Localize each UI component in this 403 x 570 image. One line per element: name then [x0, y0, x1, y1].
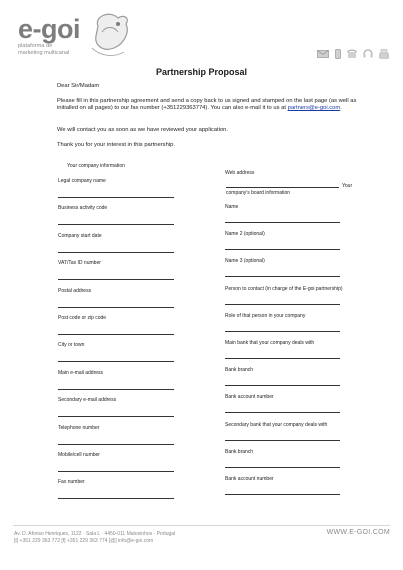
tagline-line-2: marketing multicanal — [18, 50, 70, 56]
right-field-input[interactable] — [225, 440, 340, 441]
logo-tagline — [18, 43, 98, 57]
footer-divider — [13, 525, 390, 526]
right-field-input[interactable] — [225, 304, 340, 305]
intro-text: Please fill in this partnership agreement and send a copy back to us signed and stamped on the last page (as well as initialled on all pages) to our fax number (+351229363774). You can also e-mail it to us at — [57, 98, 357, 112]
right-field-input[interactable] — [225, 276, 340, 277]
left-field-input[interactable] — [58, 279, 174, 280]
left-field-input[interactable] — [58, 361, 174, 362]
footer-website-link[interactable]: WWW.E-GOI.COM — [326, 529, 390, 536]
left-field-label: Legal company name — [58, 178, 106, 184]
right-field-label: Bank account number — [225, 394, 274, 401]
right-field-input[interactable] — [225, 467, 340, 468]
left-field-input[interactable] — [58, 307, 174, 308]
intro-end: . — [340, 105, 342, 112]
right-field-input[interactable] — [225, 249, 340, 250]
left-field-label: Fax number — [58, 479, 85, 486]
left-field-input[interactable] — [58, 444, 174, 445]
left-column-heading: Your company information — [67, 163, 125, 169]
right-field-label: Role of that person in your company — [225, 312, 306, 319]
left-field-label: Company start date — [58, 232, 102, 239]
left-field-label: Postal address — [58, 287, 92, 294]
headset-icon — [363, 49, 373, 61]
partners-email-link[interactable]: partners@e-goi.com — [287, 105, 341, 112]
left-field-input[interactable] — [58, 252, 174, 253]
right-field-label: Bank branch — [225, 367, 254, 374]
left-field-input[interactable] — [58, 389, 174, 390]
footer-address-block — [14, 531, 175, 545]
tagline-line-1: plataforma de — [18, 43, 53, 49]
right-field-label: Name — [225, 204, 239, 210]
left-field-label: Telephone number — [58, 424, 100, 431]
fax-icon — [379, 49, 389, 61]
thanks-paragraph: Thank you for your interest in this partnership. — [57, 142, 175, 148]
right-field-input[interactable] — [225, 494, 340, 495]
left-field-input[interactable] — [58, 471, 174, 472]
web-address-label: Web address — [225, 170, 255, 176]
footer-contacts: [t] +351 229 363 772 [f] +351 229 363 774 [@] info@e-goi.com — [14, 538, 154, 544]
right-field-input[interactable] — [225, 331, 340, 332]
mobile-icon — [335, 49, 341, 61]
left-field-label: Mobile/cell number — [58, 452, 100, 458]
review-paragraph: We will contact you as soon as we have reviewed your application. — [57, 127, 228, 133]
left-field-label: Secondary e-mail address — [58, 397, 117, 404]
web-address-field[interactable] — [226, 187, 339, 188]
right-field-input[interactable] — [225, 358, 340, 359]
left-field-label: Business activity code — [58, 205, 108, 212]
left-field-label: Post code or zip code — [58, 315, 107, 321]
left-field-label: VAT/Tax ID number — [58, 260, 101, 267]
right-field-label: Secondary bank that your company deals with — [225, 421, 328, 428]
page-title: Partnership Proposal — [155, 67, 248, 77]
left-field-input[interactable] — [58, 498, 174, 499]
right-field-label: Person to contact (in charge of the E-goi partnership) — [225, 285, 343, 292]
board-info-heading: company's board information — [226, 190, 291, 196]
right-field-label: Name 3 (optional) — [225, 258, 265, 265]
greeting: Dear Sir/Madam — [57, 83, 100, 89]
footer-address: Av. D. Afonso Henriques, 1122 · Sala L · 4450-011 Matosinhos · Portugal — [14, 531, 176, 537]
left-field-label: Main e-mail address — [58, 369, 104, 376]
intro-paragraph — [57, 98, 357, 112]
right-field-label: Main bank that your company deals with — [225, 340, 315, 346]
right-field-label: Bank account number — [225, 476, 274, 482]
your-suffix: Your — [342, 183, 353, 189]
right-field-input[interactable] — [225, 385, 340, 386]
left-field-input[interactable] — [58, 224, 174, 225]
left-field-label: City or town — [58, 342, 85, 349]
left-field-input[interactable] — [58, 334, 174, 335]
right-field-label: Name 2 (optional) — [225, 231, 265, 238]
email-icon — [317, 50, 329, 60]
right-field-input[interactable] — [225, 222, 340, 223]
header-contact-icons — [317, 49, 389, 61]
left-field-input[interactable] — [58, 416, 174, 417]
left-field-input[interactable] — [58, 197, 174, 198]
phone-icon — [347, 49, 357, 61]
logo-wordmark: e-goi — [18, 14, 80, 44]
right-field-input[interactable] — [225, 412, 340, 413]
right-field-label: Bank branch — [225, 448, 254, 455]
